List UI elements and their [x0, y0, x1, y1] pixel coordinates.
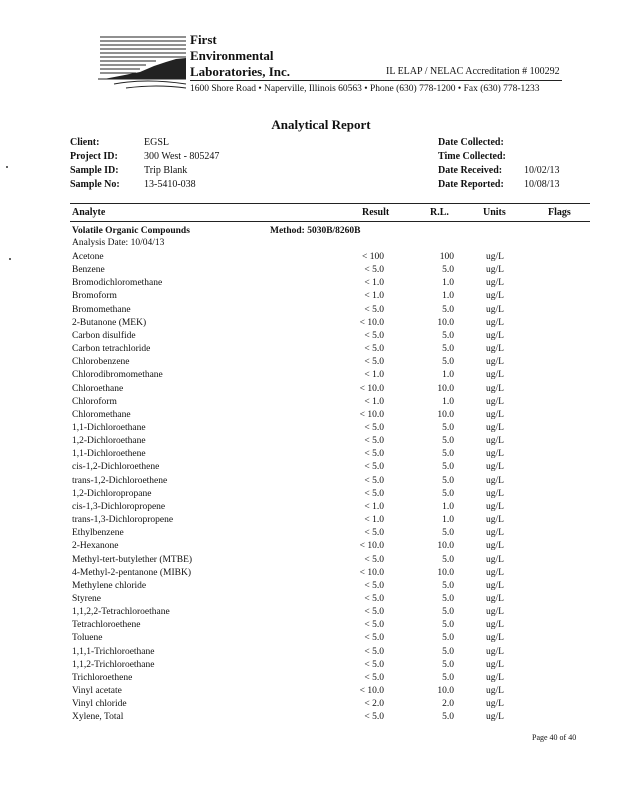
analyte-cell: 1,1,1-Trichloroethane	[72, 646, 155, 657]
result-cell: < 1.0	[364, 396, 384, 407]
table-row	[0, 317, 642, 330]
analyte-cell: 2-Butanone (MEK)	[72, 317, 147, 328]
analyte-cell: Benzene	[72, 265, 105, 276]
units-cell: ug/L	[486, 423, 504, 433]
rl-cell: 10.0	[437, 567, 454, 578]
units-cell: ug/L	[486, 330, 504, 341]
table-row	[0, 698, 642, 711]
units-cell: ug/L	[486, 501, 504, 512]
date-reported-value: 10/08/13	[524, 179, 560, 190]
time-collected-label: Time Collected:	[438, 151, 506, 162]
rl-cell: 5.0	[442, 528, 454, 539]
result-cell: < 10.0	[359, 409, 384, 420]
rl-cell: 5.0	[442, 304, 454, 315]
result-cell: < 5.0	[364, 357, 384, 368]
units-cell: ug/L	[486, 383, 504, 394]
analyte-cell: 2-Hexanone	[72, 541, 119, 552]
result-cell: < 5.0	[364, 580, 384, 591]
company-name-line1: First	[190, 32, 217, 47]
result-cell: < 5.0	[364, 659, 384, 670]
table-row	[0, 606, 642, 619]
company-name-line2: Environmental	[190, 48, 274, 63]
table-row	[0, 396, 642, 409]
result-cell: < 1.0	[364, 370, 384, 381]
result-cell: < 5.0	[364, 304, 384, 315]
analyte-cell: Styrene	[72, 593, 102, 604]
page-number: Page 40 of 40	[532, 733, 577, 742]
analyte-cell: 1,1-Dichloroethene	[72, 449, 146, 460]
table-row	[0, 435, 642, 448]
section-title: Volatile Organic Compounds	[72, 226, 190, 236]
table-row	[0, 527, 642, 540]
analyte-cell: 1,2-Dichloropropane	[72, 488, 152, 499]
analyte-cell: Carbon tetrachloride	[72, 344, 151, 355]
table-row	[0, 304, 642, 317]
rl-cell: 5.0	[442, 357, 454, 368]
units-cell: ug/L	[486, 488, 504, 499]
units-cell: ug/L	[486, 646, 504, 657]
table-row	[0, 383, 642, 396]
table-row	[0, 567, 642, 580]
date-received-value: 10/02/13	[524, 165, 560, 176]
table-row	[0, 264, 642, 277]
table-row	[0, 488, 642, 501]
result-cell: < 5.0	[364, 646, 384, 657]
analyte-cell: Bromoform	[72, 291, 117, 302]
units-cell: ug/L	[486, 462, 504, 473]
units-cell: ug/L	[486, 672, 504, 683]
rl-cell: 10.0	[437, 383, 454, 394]
rl-cell: 10.0	[437, 409, 454, 420]
result-cell: < 5.0	[364, 462, 384, 473]
table-row	[0, 277, 642, 290]
analyte-cell: Chloroethane	[72, 383, 124, 394]
result-cell: < 5.0	[364, 330, 384, 341]
units-cell: ug/L	[486, 593, 504, 604]
units-cell: ug/L	[486, 370, 504, 381]
rl-cell: 5.0	[442, 646, 454, 657]
analyte-cell: 4-Methyl-2-pentanone (MIBK)	[72, 567, 191, 578]
sample-no-value: 13-5410-038	[144, 179, 196, 190]
rl-cell: 5.0	[442, 436, 454, 447]
units-cell: ug/L	[486, 659, 504, 670]
analyte-cell: trans-1,2-Dichloroethene	[72, 475, 168, 486]
rl-cell: 100	[439, 252, 454, 262]
rl-cell: 5.0	[442, 462, 454, 473]
analyte-cell: Ethylbenzene	[72, 528, 124, 539]
analyte-cell: 1,2-Dichloroethane	[72, 436, 146, 447]
table-row	[0, 330, 642, 343]
rl-cell: 5.0	[442, 330, 454, 341]
accreditation-text: IL ELAP / NELAC Accreditation # 100292	[386, 66, 560, 77]
rl-cell: 1.0	[442, 370, 454, 381]
rl-cell: 5.0	[442, 580, 454, 591]
table-row	[0, 501, 642, 514]
analyte-cell: Methylene chloride	[72, 580, 147, 591]
units-cell: ug/L	[486, 699, 504, 710]
rl-cell: 5.0	[442, 265, 454, 276]
analyte-cell: Chlorobenzene	[72, 357, 130, 368]
units-cell: ug/L	[486, 528, 504, 539]
result-cell: < 5.0	[364, 633, 384, 644]
units-cell: ug/L	[486, 686, 504, 696]
analyte-cell: 1,1,2,2-Tetrachloroethane	[72, 607, 170, 617]
header-analyte: Analyte	[72, 207, 106, 218]
client-label: Client:	[70, 137, 100, 148]
rl-cell: 1.0	[442, 501, 454, 512]
table-row	[0, 448, 642, 461]
sample-id-label: Sample ID:	[70, 165, 119, 176]
scan-speck	[6, 166, 8, 168]
rl-cell: 5.0	[442, 554, 454, 565]
rl-cell: 10.0	[437, 686, 454, 696]
rl-cell: 1.0	[442, 278, 454, 289]
units-cell: ug/L	[486, 436, 504, 447]
rl-cell: 5.0	[442, 659, 454, 670]
section-method: Method: 5030B/8260B	[270, 226, 361, 236]
company-logo	[96, 32, 188, 96]
date-reported-label: Date Reported:	[438, 179, 504, 190]
result-cell: < 5.0	[364, 528, 384, 539]
table-row	[0, 356, 642, 369]
units-cell: ug/L	[486, 475, 504, 486]
table-row	[0, 685, 642, 698]
table-row	[0, 422, 642, 435]
client-value: EGSL	[144, 137, 169, 148]
header-units: Units	[483, 207, 506, 218]
result-cell: < 1.0	[364, 291, 384, 302]
company-name-line3: Laboratories, Inc.	[190, 64, 291, 79]
analyte-cell: trans-1,3-Dichloropropene	[72, 515, 174, 525]
table-row	[0, 540, 642, 553]
analyte-cell: Toluene	[72, 633, 103, 644]
analyte-cell: Chlorodibromomethane	[72, 370, 163, 381]
analyte-cell: Xylene, Total	[72, 712, 124, 723]
rl-cell: 5.0	[442, 344, 454, 355]
table-top-rule	[70, 203, 590, 204]
rl-cell: 5.0	[442, 712, 454, 723]
rl-cell: 5.0	[442, 607, 454, 617]
result-cell: < 5.0	[364, 593, 384, 604]
rl-cell: 5.0	[442, 488, 454, 499]
table-row	[0, 619, 642, 632]
rl-cell: 5.0	[442, 449, 454, 460]
units-cell: ug/L	[486, 449, 504, 460]
rl-cell: 5.0	[442, 593, 454, 604]
result-cell: < 10.0	[359, 317, 384, 328]
header-flags: Flags	[548, 207, 571, 218]
analyte-cell: 1,1-Dichloroethane	[72, 423, 146, 433]
rl-cell: 1.0	[442, 396, 454, 407]
result-cell: < 5.0	[364, 436, 384, 447]
analyte-cell: Carbon disulfide	[72, 330, 136, 341]
rl-cell: 10.0	[437, 317, 454, 328]
analyte-cell: 1,1,2-Trichloroethane	[72, 659, 155, 670]
table-row	[0, 672, 642, 685]
analyte-cell: Chloroform	[72, 396, 117, 407]
units-cell: ug/L	[486, 344, 504, 355]
project-value: 300 West - 805247	[144, 151, 220, 162]
analyte-cell: Acetone	[72, 252, 104, 262]
units-cell: ug/L	[486, 620, 504, 631]
table-row	[0, 251, 642, 264]
table-row	[0, 554, 642, 567]
rl-cell: 1.0	[442, 515, 454, 525]
result-cell: < 1.0	[364, 515, 384, 525]
units-cell: ug/L	[486, 291, 504, 302]
rl-cell: 1.0	[442, 291, 454, 302]
table-row	[0, 580, 642, 593]
result-cell: < 5.0	[364, 554, 384, 565]
units-cell: ug/L	[486, 317, 504, 328]
result-cell: < 10.0	[359, 567, 384, 578]
rl-cell: 10.0	[437, 541, 454, 552]
result-cell: < 5.0	[364, 423, 384, 433]
date-collected-label: Date Collected:	[438, 137, 504, 148]
rl-cell: 5.0	[442, 423, 454, 433]
date-received-label: Date Received:	[438, 165, 503, 176]
header-rl: R.L.	[430, 207, 449, 218]
table-row	[0, 461, 642, 474]
analyte-cell: Chloromethane	[72, 409, 131, 420]
result-cell: < 1.0	[364, 501, 384, 512]
result-cell: < 5.0	[364, 488, 384, 499]
result-cell: < 5.0	[364, 344, 384, 355]
units-cell: ug/L	[486, 396, 504, 407]
analyte-cell: Bromomethane	[72, 304, 131, 315]
result-cell: < 5.0	[364, 712, 384, 723]
table-row	[0, 343, 642, 356]
units-cell: ug/L	[486, 567, 504, 578]
analyte-cell: Vinyl acetate	[72, 686, 122, 696]
units-cell: ug/L	[486, 265, 504, 276]
result-cell: < 10.0	[359, 383, 384, 394]
rl-cell: 5.0	[442, 475, 454, 486]
result-cell: < 5.0	[364, 607, 384, 617]
units-cell: ug/L	[486, 541, 504, 552]
analyte-cell: Trichloroethene	[72, 672, 133, 683]
table-row	[0, 290, 642, 303]
table-row	[0, 711, 642, 724]
company-name	[190, 32, 290, 80]
sample-no-label: Sample No:	[70, 179, 120, 190]
units-cell: ug/L	[486, 357, 504, 368]
table-row	[0, 369, 642, 382]
sample-id-value: Trip Blank	[144, 165, 188, 176]
analyte-cell: Tetrachloroethene	[72, 620, 141, 631]
result-cell: < 5.0	[364, 265, 384, 276]
result-cell: < 5.0	[364, 620, 384, 631]
units-cell: ug/L	[486, 515, 504, 525]
units-cell: ug/L	[486, 607, 504, 617]
analysis-date: Analysis Date: 10/04/13	[72, 238, 165, 248]
result-cell: < 10.0	[359, 541, 384, 552]
table-row	[0, 659, 642, 672]
report-title: Analytical Report	[271, 117, 371, 132]
analyte-cell: Vinyl chloride	[72, 699, 127, 710]
table-header-rule	[70, 221, 590, 222]
table-row	[0, 632, 642, 645]
project-label: Project ID:	[70, 151, 118, 162]
result-cell: < 2.0	[364, 699, 384, 710]
table-row	[0, 409, 642, 422]
units-cell: ug/L	[486, 712, 504, 723]
table-row	[0, 593, 642, 606]
table-row	[0, 646, 642, 659]
analyte-cell: cis-1,2-Dichloroethene	[72, 462, 160, 473]
scan-speck	[9, 258, 11, 260]
units-cell: ug/L	[486, 252, 504, 262]
table-row	[0, 475, 642, 488]
rl-cell: 2.0	[442, 699, 454, 710]
result-cell: < 1.0	[364, 278, 384, 289]
rl-cell: 5.0	[442, 633, 454, 644]
table-row	[0, 514, 642, 527]
units-cell: ug/L	[486, 554, 504, 565]
analyte-cell: cis-1,3-Dichloropropene	[72, 501, 166, 512]
analyte-cell: Bromodichloromethane	[72, 278, 163, 289]
letterhead-divider	[190, 80, 562, 81]
header-result: Result	[362, 207, 390, 218]
result-cell: < 5.0	[364, 475, 384, 486]
result-cell: < 5.0	[364, 449, 384, 460]
logo-mountain-icon	[96, 32, 188, 96]
units-cell: ug/L	[486, 633, 504, 644]
result-cell: < 100	[362, 252, 384, 262]
rl-cell: 5.0	[442, 672, 454, 683]
company-address: 1600 Shore Road • Naperville, Illinois 60563 • Phone (630) 778-1200 • Fax (630) 778-1233	[190, 84, 540, 94]
result-cell: < 5.0	[364, 672, 384, 683]
units-cell: ug/L	[486, 409, 504, 420]
result-cell: < 10.0	[359, 686, 384, 696]
units-cell: ug/L	[486, 278, 504, 289]
units-cell: ug/L	[486, 580, 504, 591]
units-cell: ug/L	[486, 304, 504, 315]
rl-cell: 5.0	[442, 620, 454, 631]
analyte-cell: Methyl-tert-butylether (MTBE)	[72, 554, 193, 565]
